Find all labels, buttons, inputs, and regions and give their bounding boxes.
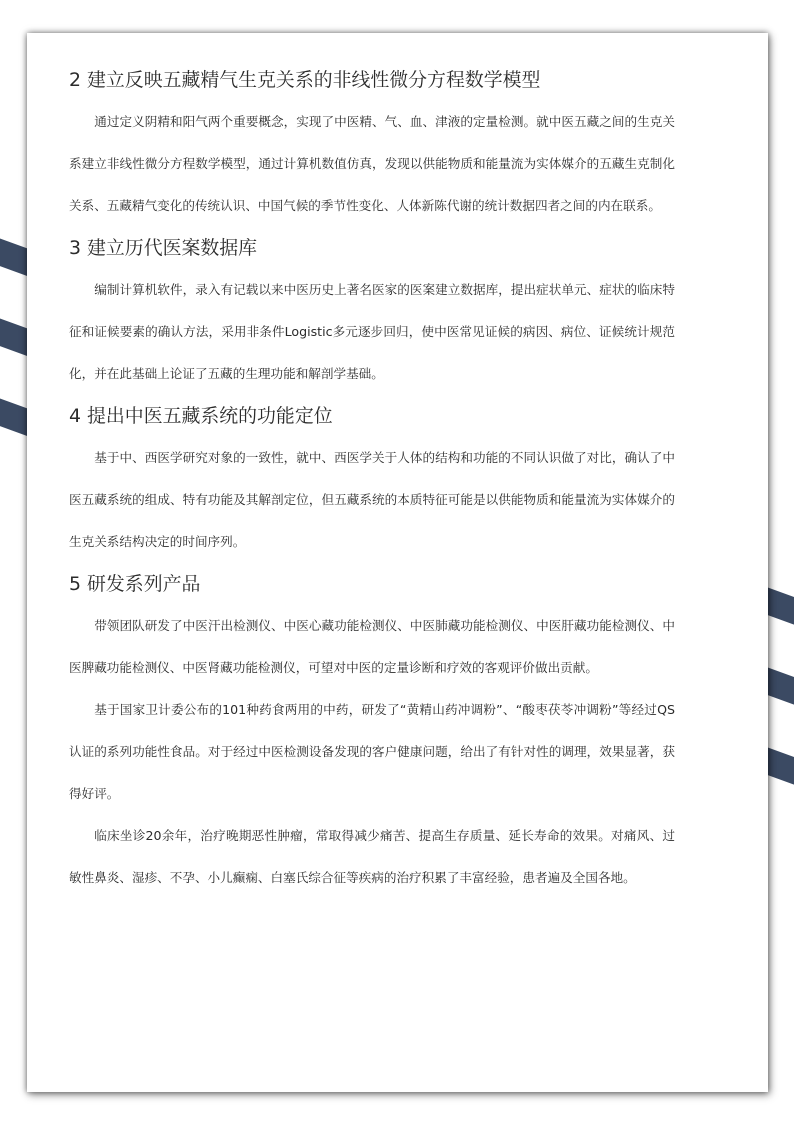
paragraph: 编制计算机软件，录入有记载以来中医历史上著名医家的医案建立数据库，提出症状单元、症状的临床特征和证候要素的确认方法，采用非条件Logistic多元逐步回归，使中医常见证候的病因、病位、证候统计规范化，并在此基础上论证了五藏的生理功能和解剖学基础。 [69, 282, 675, 381]
paragraph: 通过定义阴精和阳气两个重要概念，实现了中医精、气、血、津液的定量检测。就中医五藏之间的生克关系建立非线性微分方程数学模型，通过计算机数值仿真，发现以供能物质和能量流为实体媒介的五藏生克制化关系、五藏精气变化的传统认识、中国气候的季节性变化、人体新陈代谢的统计数据四者之间的内在联系。 [69, 114, 675, 213]
paragraph: 带领团队研发了中医汗出检测仪、中医心藏功能检测仪、中医肺藏功能检测仪、中医肝藏功能检测仪、中医脾藏功能检测仪、中医肾藏功能检测仪，可望对中医的定量诊断和疗效的客观评价做出贡献。 [69, 618, 675, 675]
paragraph: 基于中、西医学研究对象的一致性，就中、西医学关于人体的结构和功能的不同认识做了对比，确认了中医五藏系统的组成、特有功能及其解剖定位，但五藏系统的本质特征可能是以供能物质和能量流为实体媒介的生克关系结构决定的时间序列。 [69, 450, 675, 549]
paragraph: 基于国家卫计委公布的101种药食两用的中药，研发了“黄精山药冲调粉”、“酸枣茯苓冲调粉”等经过QS认证的系列功能性食品。对于经过中医检测设备发现的客户健康问题，给出了有针对性的调理，效果显著，获得好评。 [69, 702, 675, 801]
section-heading: 4 提出中医五藏系统的功能定位 [69, 405, 333, 427]
section-heading: 2 建立反映五藏精气生克关系的非线性微分方程数学模型 [69, 69, 541, 91]
paragraph: 临床坐诊20余年，治疗晚期恶性肿瘤，常取得减少痛苦、提高生存质量、延长寿命的效果。对痛风、过敏性鼻炎、湿疹、不孕、小儿癫痫、白塞氏综合征等疾病的治疗积累了丰富经验，患者遍及全国各地。 [69, 828, 675, 885]
document-body [69, 59, 675, 899]
section-heading: 3 建立历代医案数据库 [69, 237, 258, 259]
section-heading: 5 研发系列产品 [69, 573, 201, 595]
document-page [27, 33, 768, 1092]
